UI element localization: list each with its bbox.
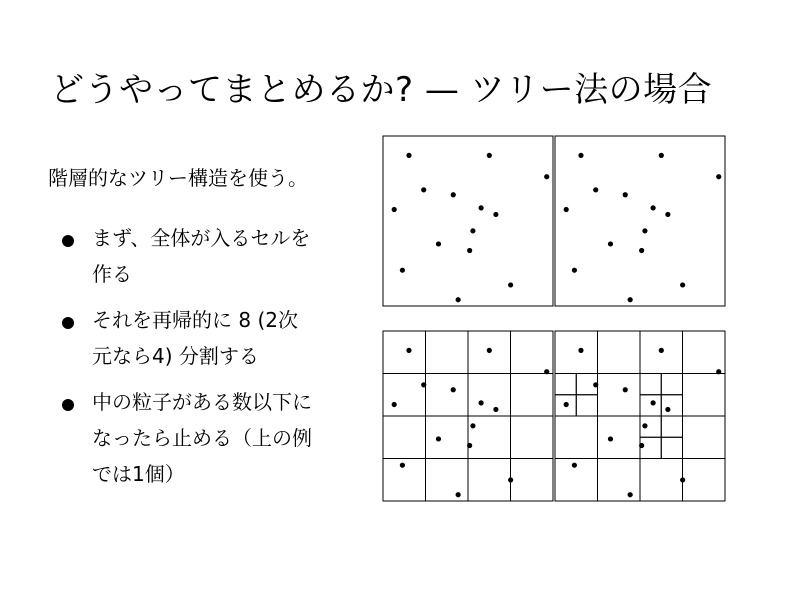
tree-cell: [661, 416, 682, 437]
particle-dot: [608, 241, 613, 246]
particle-dot: [680, 282, 685, 287]
particle-dot: [544, 369, 549, 374]
particle-dot: [651, 400, 656, 405]
particle-dot: [716, 174, 721, 179]
particle-dot: [564, 207, 569, 212]
bullet-text: まず、全体が入るセルを 作る: [92, 226, 311, 286]
tree-cell: [555, 416, 598, 459]
tree-cell: [683, 416, 726, 459]
particle-dot: [628, 297, 633, 302]
tree-cell: [511, 331, 554, 374]
particle-dot: [392, 207, 397, 212]
tree-cell: [426, 459, 469, 502]
tree-cell: [576, 395, 597, 416]
tree-cell: [555, 416, 598, 459]
tree-cell: [683, 459, 726, 502]
particle-dot: [628, 492, 633, 497]
tree-cell: [383, 416, 426, 459]
tree-cell: [426, 416, 469, 459]
particle-dot: [421, 187, 426, 192]
tree-cell: [511, 374, 554, 417]
tree-cell: [426, 331, 469, 374]
tree-cell: [661, 395, 682, 416]
particle-dot: [642, 228, 647, 233]
tree-cell: [598, 416, 641, 459]
tree-cell: [640, 437, 661, 458]
particle-dot: [456, 492, 461, 497]
tree-cell: [598, 374, 641, 417]
particle-dot: [467, 248, 472, 253]
particle-dot: [487, 348, 492, 353]
particle-dot: [593, 382, 598, 387]
slide-title: どうやってまとめるか? — ツリー法の場合: [50, 70, 713, 110]
particle-dot: [470, 228, 475, 233]
particle-dot: [493, 212, 498, 217]
tree-cell: [640, 395, 661, 416]
tree-cell: [511, 416, 554, 459]
particle-dot: [639, 443, 644, 448]
particle-dot: [665, 212, 670, 217]
particle-dot: [564, 402, 569, 407]
particle-dot: [651, 205, 656, 210]
particle-dot: [578, 153, 583, 158]
particle-dot: [593, 187, 598, 192]
particle-dot: [470, 423, 475, 428]
particle-dot: [467, 443, 472, 448]
particle-dot: [406, 153, 411, 158]
tree-cell: [598, 331, 641, 374]
tree-cell: [426, 374, 469, 417]
tree-cell: [598, 374, 641, 417]
particle-dot: [623, 192, 628, 197]
particle-dot: [572, 463, 577, 468]
particle-dot: [642, 423, 647, 428]
tree-cell: [555, 331, 598, 374]
particle-dot: [456, 297, 461, 302]
particle-dot: [659, 153, 664, 158]
particle-dot: [544, 174, 549, 179]
particle-dot: [680, 477, 685, 482]
tree-cell: [383, 331, 426, 374]
tree-cell: [661, 374, 682, 395]
tree-cell: [640, 459, 683, 502]
tree-cell: [598, 459, 641, 502]
particle-dot: [406, 348, 411, 353]
particle-dot: [493, 407, 498, 412]
tree-cell: [683, 374, 726, 417]
particle-dot: [608, 436, 613, 441]
intro-text: 階層的なツリー構造を使う。: [48, 166, 308, 190]
particle-dot: [578, 348, 583, 353]
particle-dot: [487, 153, 492, 158]
particle-dot: [479, 400, 484, 405]
particle-dot: [508, 282, 513, 287]
particle-dot: [572, 268, 577, 273]
particle-dot: [451, 387, 456, 392]
particle-dot: [436, 436, 441, 441]
tree-cell: [383, 374, 426, 417]
tree-cell: [598, 459, 641, 502]
tree-cell: [468, 416, 511, 459]
root-cell: [555, 136, 725, 306]
particle-dot: [639, 248, 644, 253]
particle-dot: [508, 477, 513, 482]
tree-cell: [468, 374, 511, 417]
tree-cell: [598, 331, 641, 374]
particle-dot: [479, 205, 484, 210]
particle-dot: [400, 463, 405, 468]
tree-cell: [683, 374, 726, 417]
tree-cell: [683, 331, 726, 374]
tree-cell: [683, 459, 726, 502]
tree-cell: [555, 374, 576, 395]
particle-dot: [400, 268, 405, 273]
particle-dot: [392, 402, 397, 407]
tree-cell: [598, 416, 641, 459]
particle-dot: [436, 241, 441, 246]
tree-cell: [683, 331, 726, 374]
particle-dot: [659, 348, 664, 353]
tree-cell: [555, 331, 598, 374]
tree-cell: [468, 459, 511, 502]
tree-cell: [683, 416, 726, 459]
particle-dot: [623, 387, 628, 392]
particle-dot: [665, 407, 670, 412]
tree-cell: [640, 374, 661, 395]
bullet-text: 中の粒子がある数以下に なったら止める（上の例 では1個）: [92, 390, 312, 486]
tree-cell: [640, 459, 683, 502]
tree-cell: [661, 437, 682, 458]
particle-dot: [451, 192, 456, 197]
root-cell: [383, 136, 553, 306]
particle-dot: [421, 382, 426, 387]
particle-dot: [716, 369, 721, 374]
bullet-text: それを再帰的に 8 (2次 元なら4) 分割する: [92, 308, 298, 368]
tree-cell: [511, 459, 554, 502]
